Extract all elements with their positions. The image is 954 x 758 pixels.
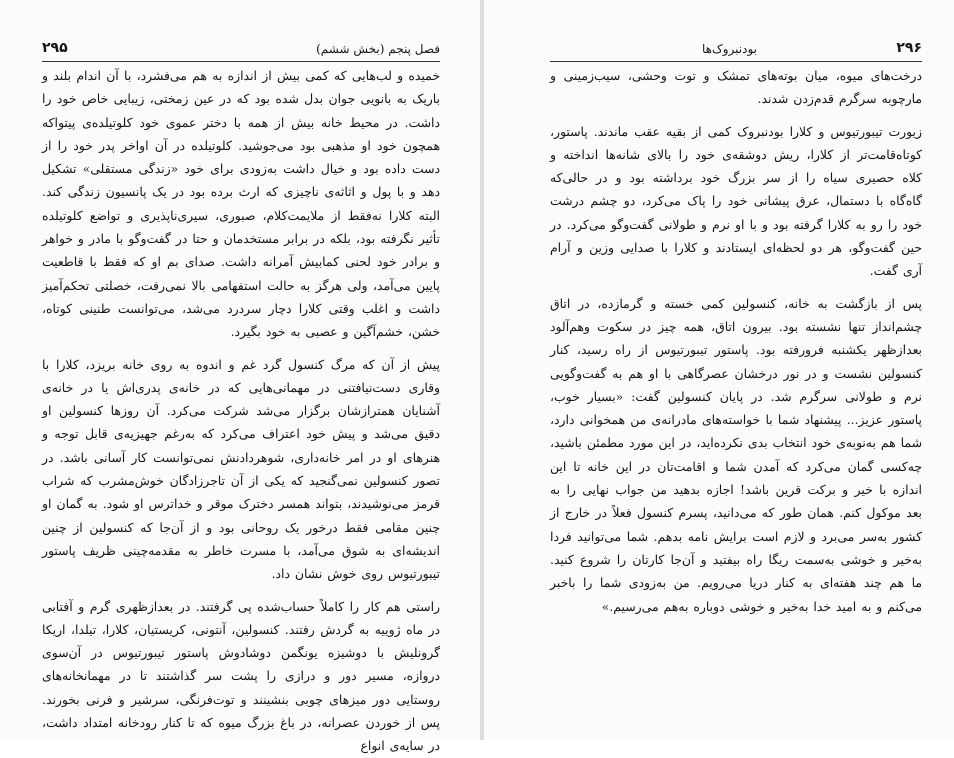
right-page (484, 0, 954, 740)
paragraph: درخت‌های میوه، میان بوته‌های تمشک و توت وحشی، سیب‌زمینی و مارچوبه سرگرم قدم‌زدن شدند. (550, 68, 922, 107)
paragraph: راستی هم کار را کاملاً حساب‌شده پی گرفتند. در بعدازظهری گرم و آفتابی در ماه ژوییه به گردش رفتند. کنسولین، آنتونی، کریستیان، کلارا، تیلدا، اریکا گرونلیش با دوشیزه یونگمن دوشادوش پاستور تیبورتیوس در آن‌سوی دروازه، مسیر دور و درازی را پشت سر گذاشتند تا در مهمانخانه‌های روستایی دور میزهای چوبی بنشینند و توت‌فرنگی، سرشیر و فرنی بخورند. پس از خوردن عصرانه، در باغ بزرگ میوه که تا کنار رودخانه امتداد داشت، در سایه‌ی انواع (42, 598, 440, 754)
right-page-header (550, 40, 922, 60)
paragraph: پیش از آن که مرگ کنسول گرد غم و اندوه به روی خانه بریزد، کلارا با وقاری دست‌نیافتنی در مهمانی‌هایی که در خانه‌ی پدری‌اش یا در خانه‌ی آشنایان همترازشان برگزار می‌شد شرکت می‌کرد. آن روزها کنسولین او دقیق می‌شد و پیش خود اعتراف می‌کرد که به‌رغم جهیزیه‌ی قابل توجه و هنرهای او در امر خانه‌داری، شوهردادنش نمی‌توانست کار آسانی باشد. در تصور کنسولین نمی‌گنجید که یکی از آن تاجرزادگان خوش‌مشرب که شراب قرمز می‌نوشیدند، بتواند همسر دخترک موقر و خداترس او شود. به گمان او چنین مقامی فقط درخور یک روحانی بود و از آن‌جا که کنسولین از چنین اندیشه‌ای به شوق می‌آمد، با مسرت خاطر به مقدمه‌چینی ظریف پاستور تیبورتیوس روی خوش نشان داد. (42, 356, 440, 582)
right-page-body (550, 64, 922, 618)
left-page-body (42, 64, 440, 758)
page-number: ۲۹۶ (896, 40, 922, 56)
paragraph: خمیده و لب‌هایی که کمی بیش از اندازه به هم می‌فشرد، با آن اندام بلند و باریک به بانویی جوان بدل شده بود که در عین زمختی، زیبایی خاص خود را داشت. در محیط خانه بیش از همه با دختر عموی خود کلوتیلده‌ی پیتواکه همچون خود او مذهبی بود می‌جوشید. کلوتیلده در آن اواخر پدر خود را از دست داده بود و خیال داشت به‌زودی برای خود «زندگی مستقلی» تشکیل دهد و با پول و اثاثه‌ی ناچیزی که ارث برده بود در یک پانسیون زندگی کند. البته کلارا نه‌فقط از ملایمت‌کلام، صبوری، سیری‌ناپذیری و تواضع کلوتیلده تأثیر نگرفته بود، بلکه در برابر مستخدمان و حتا در گفت‌وگو با مادر و خواهر و برادر خود لحنی کمابیش آمرانه داشت. صدای بم او که فقط با قاطعیت پایین می‌آمد، ولی هرگز به حالت استفهامی بالا نمی‌رفت، خصلتی تحکم‌آمیز داشت و اغلب وقتی کلارا دچار سردرد می‌شد، می‌توانست طنینی کوتاه، خشن، خشم‌آگین و عصبی به خود بگیرد. (42, 68, 440, 340)
paragraph: پس از بازگشت به خانه، کنسولین کمی خسته و گرمازده، در اتاق چشم‌انداز تنها نشسته بود. بیرون اتاق، همه چیز در سکوت وهم‌آلود بعدازظهر یکشنبه فرورفته بود. پاستور تیبورتیوس از راه رسید، کنار کنسولین نشست و در نور درخشان عصرگاهی با او هم به گفت‌وگویی نرم و طولانی سرگرم شد. در پایان کنسولین گفت: «بسیار خوب، پاستور عزیز... پیشنهاد شما با خواسته‌های مادرانه‌ی من همخوانی دارد، شما هم به‌نوبه‌ی خود انتخاب بدی نکرده‌اید، در این مورد مطمئن باشید، چه‌کسی گمان می‌کرد که آمدن شما و اقامت‌تان در این خانه تا این اندازه با خیر و برکت قرین باشد! اجازه بدهید من جواب نهایی را به بعد موکول کنم. همان طور که می‌دانید، پسرم کنسول فعلاً در خارج از کشور به‌سر می‌برد و لازم است برایش نامه بدهم. شما می‌توانید فردا به‌خیر و خوشی به‌سمت ریگا راه بیفتید و آن‌جا کارتان را شروع کنید. ما هم چند هفته‌ای به کنار دریا می‌رویم. من به‌زودی شما را باخبر می‌کنم و به امید خدا به‌خیر و خوشی دوباره به‌هم می‌رسیم.» (550, 295, 922, 614)
running-title: فصل پنجم (بخش ششم) (316, 42, 440, 56)
header-rule (42, 61, 440, 62)
running-title: بودنبروک‌ها (702, 42, 757, 56)
page-number: ۲۹۵ (42, 40, 68, 56)
paragraph: زیورت تیبورتیوس و کلارا بودنبروک کمی از بقیه عقب ماندند. پاستور، کوتاه‌قامت‌تر از کلارا، ریش دوشقه‌ی خود را بالای شانه‌ها انداخته و کلاه حصیری سیاه را از سر بزرگ خود برداشته بود و در حالی‌که گاه‌گاه با دستمال، عرق پیشانی خود را پاک می‌کرد، دو چشم درشت خود را رو به کلارا گرفته بود و با او نرم و طولانی گفت‌وگو می‌کرد. در حین گفت‌وگو، هر دو لحظه‌ای ایستادند و کلارا با صدایی وزین و آرام آری گفت. (550, 123, 922, 279)
header-rule (550, 61, 922, 62)
left-page-header (42, 40, 440, 60)
